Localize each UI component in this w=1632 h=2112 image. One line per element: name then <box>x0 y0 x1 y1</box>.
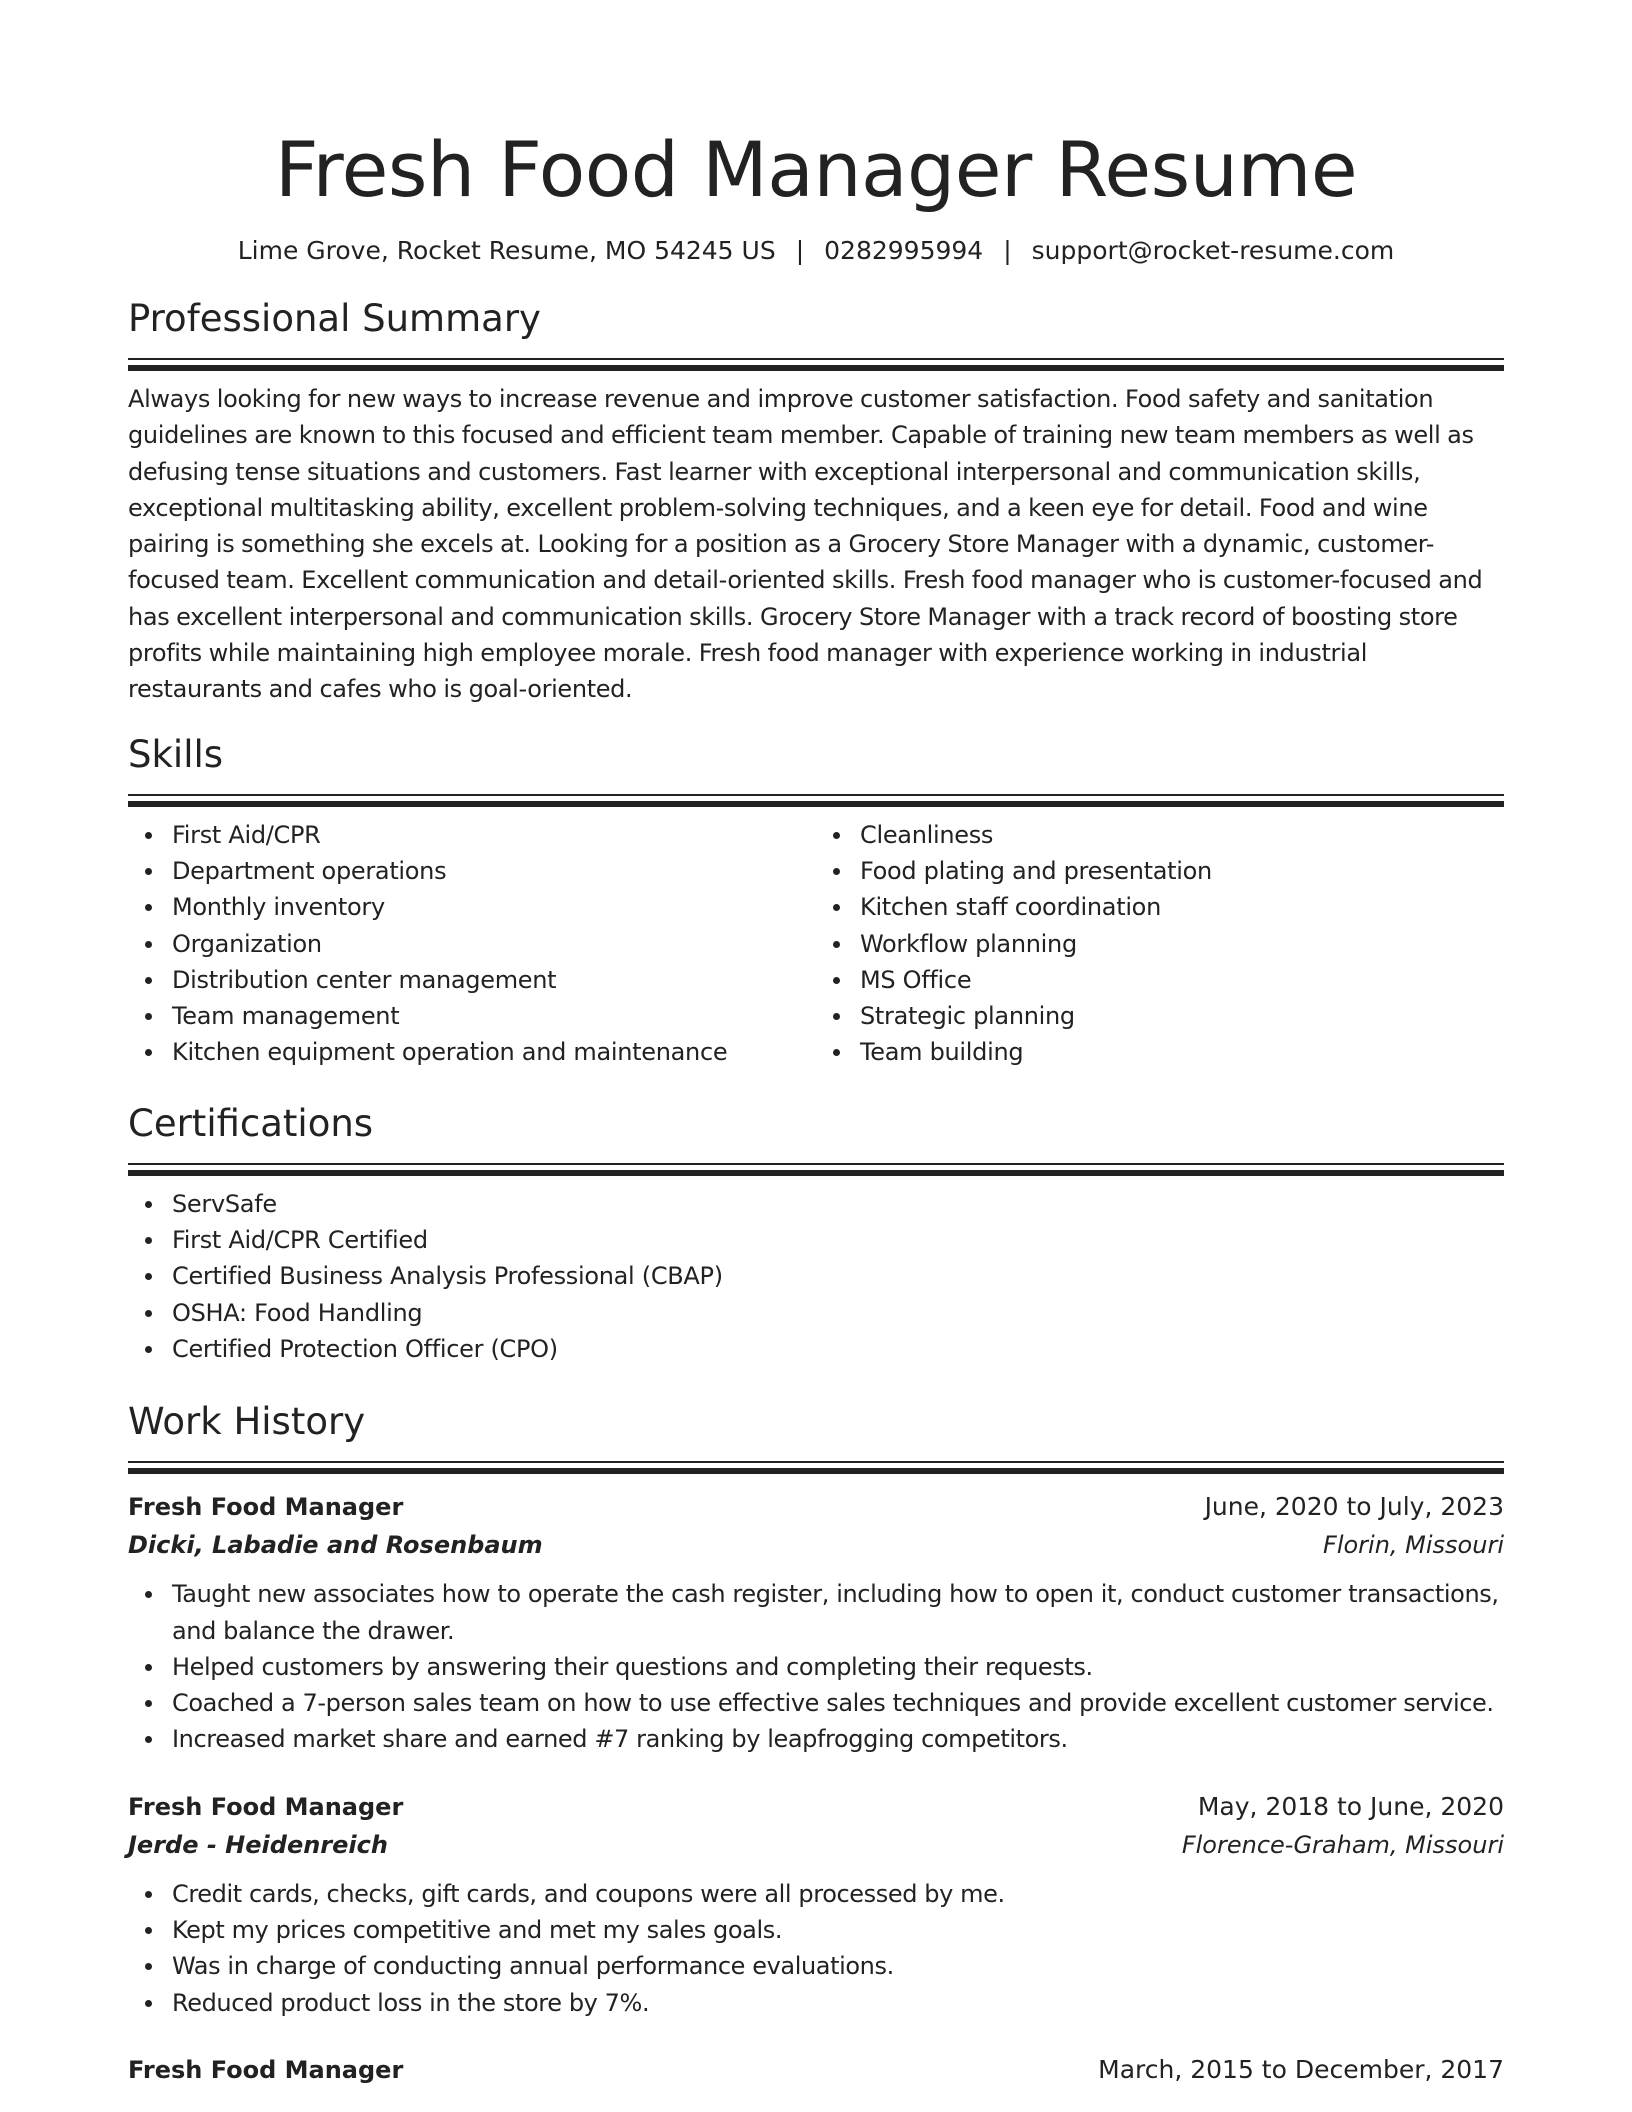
skills-columns <box>128 817 1504 1071</box>
contact-line <box>128 234 1504 268</box>
certification-item: Certified Business Analysis Professional (CBAP) <box>172 1258 1504 1294</box>
work-history-heading: Work History <box>128 1400 366 1444</box>
skill-item: First Aid/CPR <box>172 817 816 853</box>
job-duty: Coached a 7-person sales team on how to use effective sales techniques and provide excellent customer service. <box>172 1685 1504 1721</box>
summary-heading: Professional Summary <box>128 297 541 340</box>
skill-item: Workflow planning <box>860 926 1504 962</box>
job-duties-list <box>128 1576 1504 1757</box>
certifications-heading: Certifications <box>128 1101 374 1145</box>
job-duty: Was in charge of conducting annual performance evaluations. <box>172 1948 1504 1984</box>
skills-heading: Skills <box>128 732 224 776</box>
skill-item: MS Office <box>860 962 1504 998</box>
certification-item: First Aid/CPR Certified <box>172 1222 1504 1258</box>
job-duty: Increased market share and earned #7 ranking by leapfrogging competitors. <box>172 1721 1504 1757</box>
job-entry <box>128 2051 1504 2089</box>
job-duty: Kept my prices competitive and met my sales goals. <box>172 1912 1504 1948</box>
section-divider <box>128 358 1504 371</box>
contact-email: support@rocket-resume.com <box>1031 236 1395 265</box>
summary-text: Always looking for new ways to increase revenue and improve customer satisfaction. Food safety and sanitation guidelines are known to this focused and efficient team member. Capable of training new team members as well as defusing tense situations and customers. Fast learner with exceptional interpersonal and communication skills, exceptional multitasking ability, excellent problem-solving techniques, and a keen eye for detail. Food and wine pairing is something she excels at. Looking for a position as a Grocery Store Manager with a dynamic, customer-focused team. Excellent communication and detail-oriented skills. Fresh food manager who is customer-focused and has excellent interpersonal and communication skills. Grocery Store Manager with a track record of boosting store profits while maintaining high employee morale. Fresh food manager with experience working in industrial restaurants and cafes who is goal-oriented. <box>128 385 1483 704</box>
job-duty: Helped customers by answering their questions and completing their requests. <box>172 1649 1504 1685</box>
job-company: Jerde - Heidenreich <box>128 1830 388 1859</box>
job-dates: June, 2020 to July, 2023 <box>1204 1492 1504 1522</box>
skill-item: Team management <box>172 998 816 1034</box>
skill-item: Distribution center management <box>172 962 816 998</box>
certification-item: ServSafe <box>172 1186 1504 1222</box>
job-header <box>128 1488 1504 1526</box>
job-dates: May, 2018 to June, 2020 <box>1197 1791 1504 1821</box>
skill-item: Team building <box>860 1034 1504 1070</box>
job-duty: Credit cards, checks, gift cards, and coupons were all processed by me. <box>172 1876 1504 1912</box>
job-title: Fresh Food Manager <box>128 2055 404 2084</box>
skill-item: Kitchen equipment operation and maintenance <box>172 1034 816 1070</box>
skill-item: Kitchen staff coordination <box>860 889 1504 925</box>
job-location: Florin, Missouri <box>1323 1531 1504 1560</box>
contact-separator: | <box>795 236 805 265</box>
job-header <box>128 2051 1504 2089</box>
job-subheader <box>128 1526 1504 1564</box>
job-company: Dicki, Labadie and Rosenbaum <box>128 1531 543 1560</box>
work-history-section <box>128 1397 1504 2089</box>
skills-list-left <box>128 817 816 1071</box>
resume-title: Fresh Food Manager Resume <box>274 125 1358 214</box>
resume-page <box>128 0 1504 2089</box>
skill-item: Organization <box>172 926 816 962</box>
section-divider <box>128 1163 1504 1176</box>
job-dates: March, 2015 to December, 2017 <box>1098 2054 1504 2084</box>
job-title: Fresh Food Manager <box>128 1792 404 1821</box>
skill-item: Cleanliness <box>860 817 1504 853</box>
job-entry <box>128 1488 1504 1757</box>
job-header <box>128 1788 1504 1826</box>
skill-item: Food plating and presentation <box>860 853 1504 889</box>
section-divider <box>128 794 1504 807</box>
job-subheader <box>128 1826 1504 1864</box>
skills-list-right <box>816 817 1504 1071</box>
skill-item: Monthly inventory <box>172 889 816 925</box>
summary-section <box>128 294 1504 708</box>
job-duty: Reduced product loss in the store by 7%. <box>172 1985 1504 2021</box>
job-duty: Taught new associates how to operate the cash register, including how to open it, conduct customer transactions, and balance the drawer. <box>172 1576 1504 1649</box>
skill-item: Department operations <box>172 853 816 889</box>
certifications-section <box>128 1099 1504 1367</box>
skills-section <box>128 730 1504 1071</box>
contact-phone: 0282995994 <box>824 236 984 265</box>
certification-item: OSHA: Food Handling <box>172 1295 1504 1331</box>
certification-item: Certified Protection Officer (CPO) <box>172 1331 1504 1367</box>
job-duties-list <box>128 1876 1504 2021</box>
job-entry <box>128 1788 1504 2021</box>
contact-address: Lime Grove, Rocket Resume, MO 54245 US <box>237 236 776 265</box>
job-title: Fresh Food Manager <box>128 1493 404 1522</box>
skill-item: Strategic planning <box>860 998 1504 1034</box>
certifications-list <box>128 1186 1504 1367</box>
job-location: Florence-Graham, Missouri <box>1181 1830 1504 1859</box>
contact-separator: | <box>1003 236 1012 265</box>
section-divider <box>128 1461 1504 1474</box>
